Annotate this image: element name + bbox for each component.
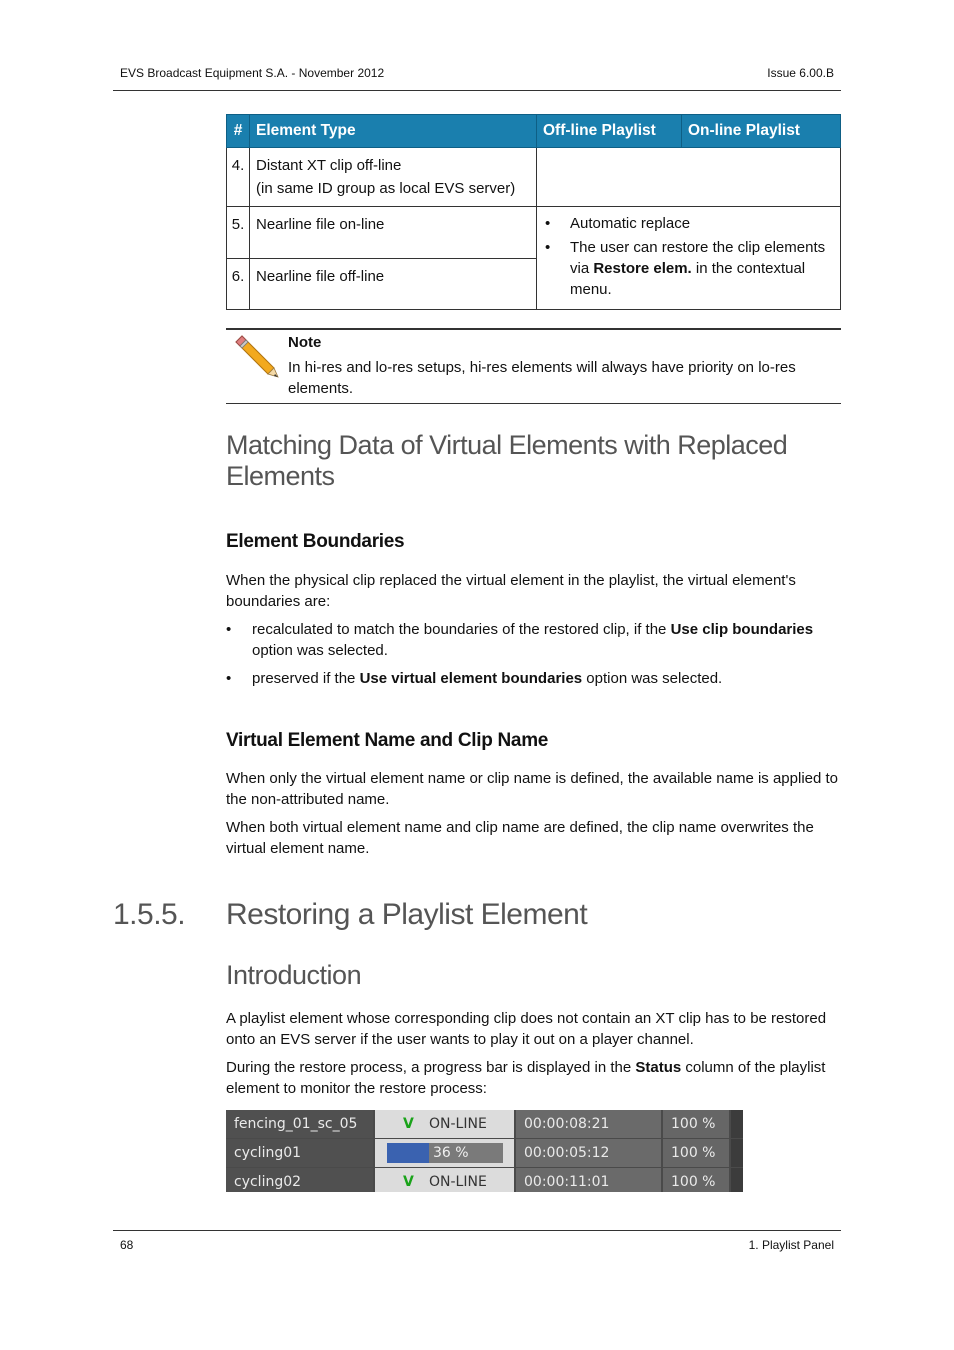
footer-chapter: 1. Playlist Panel [748,1238,834,1252]
paragraph-name-p2: When both virtual element name and clip name are defined, the clip name overwrites the virtual element name. [226,819,814,857]
status-label: ON-LINE [429,1174,487,1190]
pencil-icon [232,334,280,378]
bullet-dot: • [226,621,232,638]
timecode: 00:00:05:12 [516,1139,661,1167]
restore-progress-bar [387,1143,503,1163]
scroll-edge [731,1168,743,1192]
list-item: • The user can restore the clip elements via Restore elem. in the contextual menu. [543,237,834,300]
note-text: In hi-res and lo-res setups, hi-res elements will always have priority on lo-res elements. [288,359,796,397]
subheading-element-boundaries: Element Boundaries [226,531,405,552]
status-cell [375,1110,514,1138]
timecode: 00:00:11:01 [516,1168,661,1192]
percent: 100 % [663,1168,729,1192]
check-icon: V [403,1116,414,1132]
timecode: 00:00:08:21 [516,1110,661,1138]
clip-name: cycling02 [226,1168,373,1192]
playlist-screenshot [226,1110,743,1192]
page-header-right: Issue 6.00.B [767,66,834,80]
table-row [226,1110,743,1139]
table-row [226,1168,743,1192]
subheading-virtual-element-name: Virtual Element Name and Clip Name [226,730,549,751]
list-item: • Automatic replace [543,213,834,234]
page-number: 68 [120,1238,134,1252]
scroll-edge [731,1110,743,1138]
footer-rule [113,1230,841,1231]
row-element-type-line2: (in same ID group as local EVS server) [256,180,516,197]
check-icon: V [403,1174,414,1190]
section-heading-matching-data: Matching Data of Virtual Elements with Replaced Elements [226,430,788,491]
paragraph-boundaries-intro: When the physical clip replaced the virtual element in the playlist, the virtual element's boundaries are: [226,572,796,610]
section-title-restoring: Restoring a Playlist Element [226,898,588,931]
section-number: 1.5.5. [113,898,186,931]
row-number: 4. [227,148,250,207]
col-online-playlist-header: On-line Playlist [682,115,841,148]
merged-playlist-cell [537,207,841,310]
percent: 100 % [663,1139,729,1167]
list-item: • recalculated to match the boundaries of the restored clip, if the Use clip boundaries option was selected. [226,621,814,659]
row-element-type-line1: Distant XT clip off-line [256,157,402,174]
status-cell [375,1168,514,1192]
page-header-left: EVS Broadcast Equipment S.A. - November 2012 [120,66,385,80]
table-row [226,1139,743,1168]
element-type-table [226,114,841,310]
paragraph-intro-p1: A playlist element whose corresponding clip does not contain an XT clip has to be restored onto an EVS server if the user wants to play it out on a player channel. [226,1010,827,1048]
progress-fill [387,1143,429,1163]
row-number: 5. [227,207,250,259]
row-number: 6. [227,259,250,310]
note-title: Note [288,334,322,351]
status-label: ON-LINE [429,1116,487,1132]
scroll-edge [731,1139,743,1167]
table-row [227,148,841,207]
row-playlist-cell-empty [537,148,841,207]
bullet-dot: • [226,670,232,687]
col-element-type-header: Element Type [250,115,537,148]
row-element-type: Nearline file off-line [250,259,537,310]
progress-label: 36 % [433,1145,469,1161]
list-item: • preserved if the Use virtual element boundaries option was selected. [226,669,841,691]
col-number-header: # [227,115,250,148]
status-cell [375,1139,514,1167]
subheading-introduction: Introduction [226,960,362,990]
header-rule [113,90,841,91]
note-box [226,328,841,404]
col-offline-playlist-header: Off-line Playlist [537,115,682,148]
paragraph-name-p1: When only the virtual element name or clip name is defined, the available name is applied to the non-attributed name. [226,770,839,808]
table-header-row [227,115,841,148]
row-element-type: Nearline file on-line [250,207,537,259]
clip-name: fencing_01_sc_05 [226,1110,373,1138]
paragraph-intro-p2: During the restore process, a progress bar is displayed in the Status column of the playlist element to monitor the restore process: [226,1059,826,1097]
table-row [227,207,841,259]
percent: 100 % [663,1110,729,1138]
row-element-type [250,148,537,207]
clip-name: cycling01 [226,1139,373,1167]
